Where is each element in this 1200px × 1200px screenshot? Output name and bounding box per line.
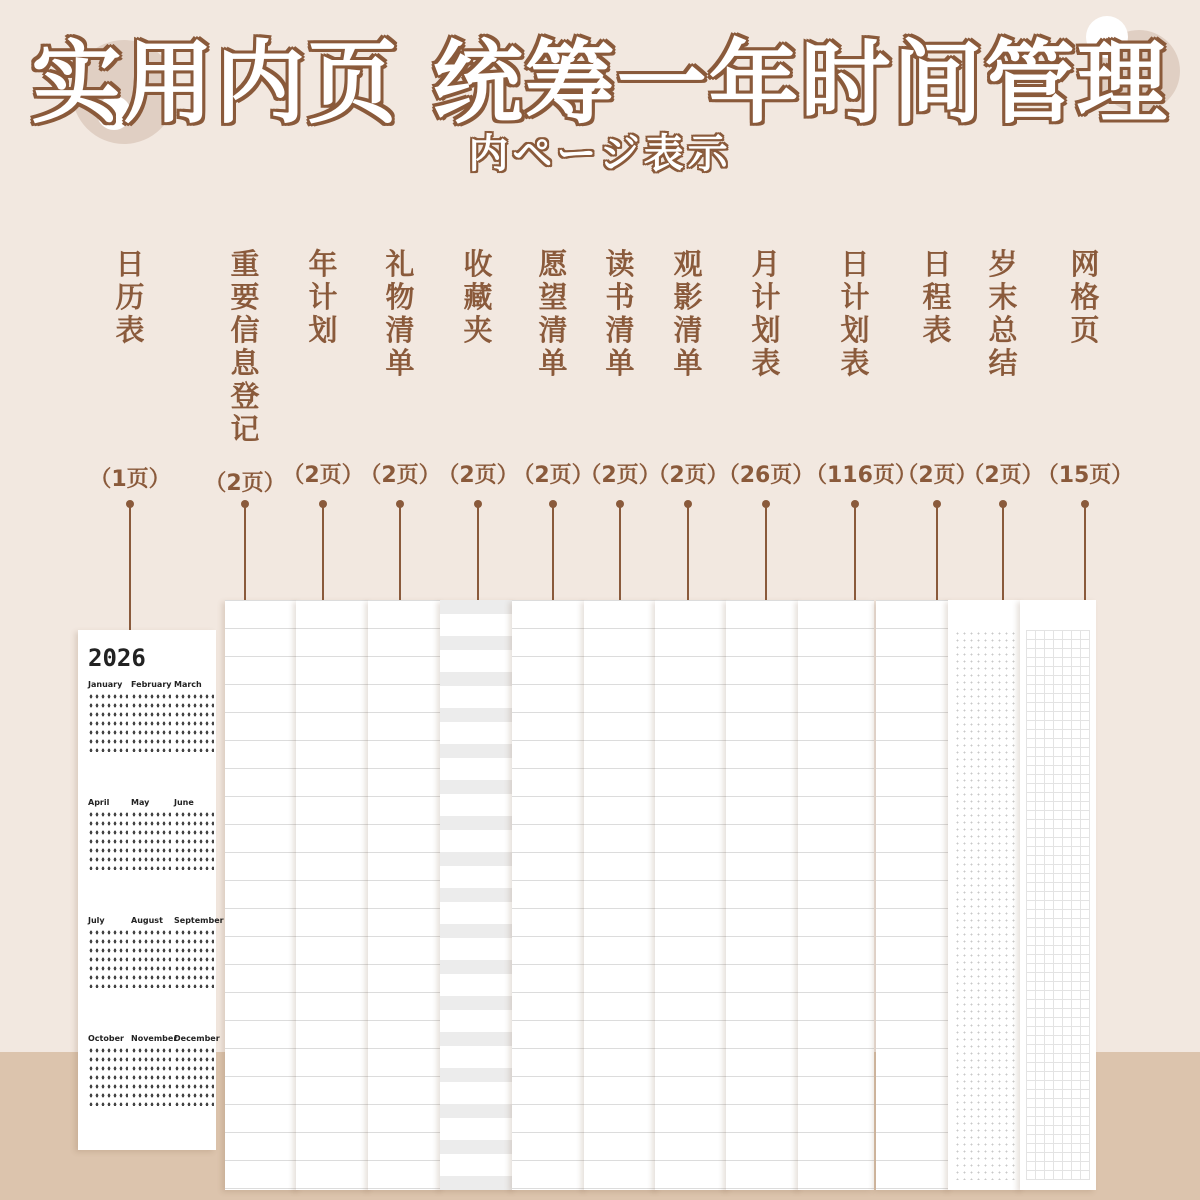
calendar-day-grid [88,928,128,988]
section-label: 收藏夹 [463,247,493,347]
section-page-count: （2页） [896,463,978,488]
calendar-month-name: December [174,1034,220,1043]
calendar-month [174,798,214,870]
sheet-pattern [954,630,1018,1180]
sheet-summary [948,600,1024,1190]
section-label: 日历表 [115,247,145,347]
calendar-day-grid [131,810,171,870]
section-label: 日程表 [922,247,952,347]
sheet-pattern [798,600,874,1190]
sheet-fav [440,600,516,1190]
calendar-month-name: November [131,1034,178,1043]
section-page-count: （2页） [437,463,519,488]
sheet-pattern [368,600,444,1190]
section-page-count: （2页） [282,463,364,488]
calendar-day-grid [174,928,214,988]
sheet-pattern [512,600,588,1190]
page-title: 实用内页 统筹一年时间管理 [31,31,1169,136]
calendar-month [131,680,171,752]
calendar-day-grid [131,928,171,988]
section-page-count: （1页） [89,467,171,492]
section-label: 观影清单 [673,247,703,380]
calendar-month-name: January [88,680,123,689]
sheet-table [225,600,301,1190]
calendar-month [88,916,128,988]
calendar-day-grid [174,692,214,752]
calendar-month-name: September [174,916,224,925]
section-page-count: （2页） [647,463,729,488]
section-label: 重要信息登记 [230,247,260,446]
section-label: 礼物清单 [385,247,415,380]
calendar-month-name: August [131,916,163,925]
calendar-month-name: October [88,1034,124,1043]
sheet-pattern [726,600,802,1190]
section-label: 读书清单 [605,247,635,380]
calendar-year: 2026 [88,644,146,672]
section-page-count: （2页） [512,463,594,488]
calendar-day-grid [131,692,171,752]
calendar-month [88,680,128,752]
calendar-day-grid [88,692,128,752]
calendar-day-grid [174,810,214,870]
calendar-month-name: April [88,798,110,807]
calendar-day-grid [88,1046,128,1106]
sheet-plan [296,600,372,1190]
section-label: 岁末总结 [988,247,1018,380]
section-page-count: （2页） [359,463,441,488]
sheet-movie [655,600,731,1190]
sheet-grid [1020,600,1096,1190]
calendar-month [174,680,214,752]
section-page-count: （116页） [805,463,917,488]
sheet-pattern [225,600,301,1190]
section-label: 年计划 [308,247,338,347]
section-label: 愿望清单 [538,247,568,380]
sheet-month [726,600,802,1190]
section-label: 日计划表 [840,247,870,380]
calendar-month [88,798,128,870]
section-label: 月计划表 [751,247,781,380]
calendar-month-name: May [131,798,150,807]
calendar-month-name: February [131,680,172,689]
calendar-month [131,798,171,870]
sheet-pattern [876,600,952,1190]
calendar-day-grid [174,1046,214,1106]
section-page-count: （2页） [962,463,1044,488]
calendar-month [131,916,171,988]
section-page-count: （2页） [579,463,661,488]
sheet-sched [876,600,952,1190]
sheet-pattern [440,600,516,1190]
sheet-list [368,600,444,1190]
sheet-pattern [655,600,731,1190]
connector-line [129,504,131,632]
sheet-day [798,600,874,1190]
page-subtitle: 内ページ表示 [468,131,732,177]
calendar-month [174,916,224,988]
sheet-pattern [296,600,372,1190]
calendar-month-name: June [174,798,194,807]
sheet-pattern [584,600,660,1190]
sheet-book [584,600,660,1190]
calendar-day-grid [131,1046,171,1106]
sheet-cal [78,630,224,1150]
sheet-wish [512,600,588,1190]
calendar-month-name: July [88,916,105,925]
section-label: 网格页 [1070,247,1100,347]
calendar-month [174,1034,220,1106]
calendar-day-grid [88,810,128,870]
sheet-pattern [1026,630,1090,1180]
section-page-count: （2页） [204,471,286,496]
section-page-count: （26页） [717,463,815,488]
calendar-month-name: March [174,680,202,689]
section-page-count: （15页） [1036,463,1134,488]
calendar-month [88,1034,128,1106]
calendar-month [131,1034,178,1106]
